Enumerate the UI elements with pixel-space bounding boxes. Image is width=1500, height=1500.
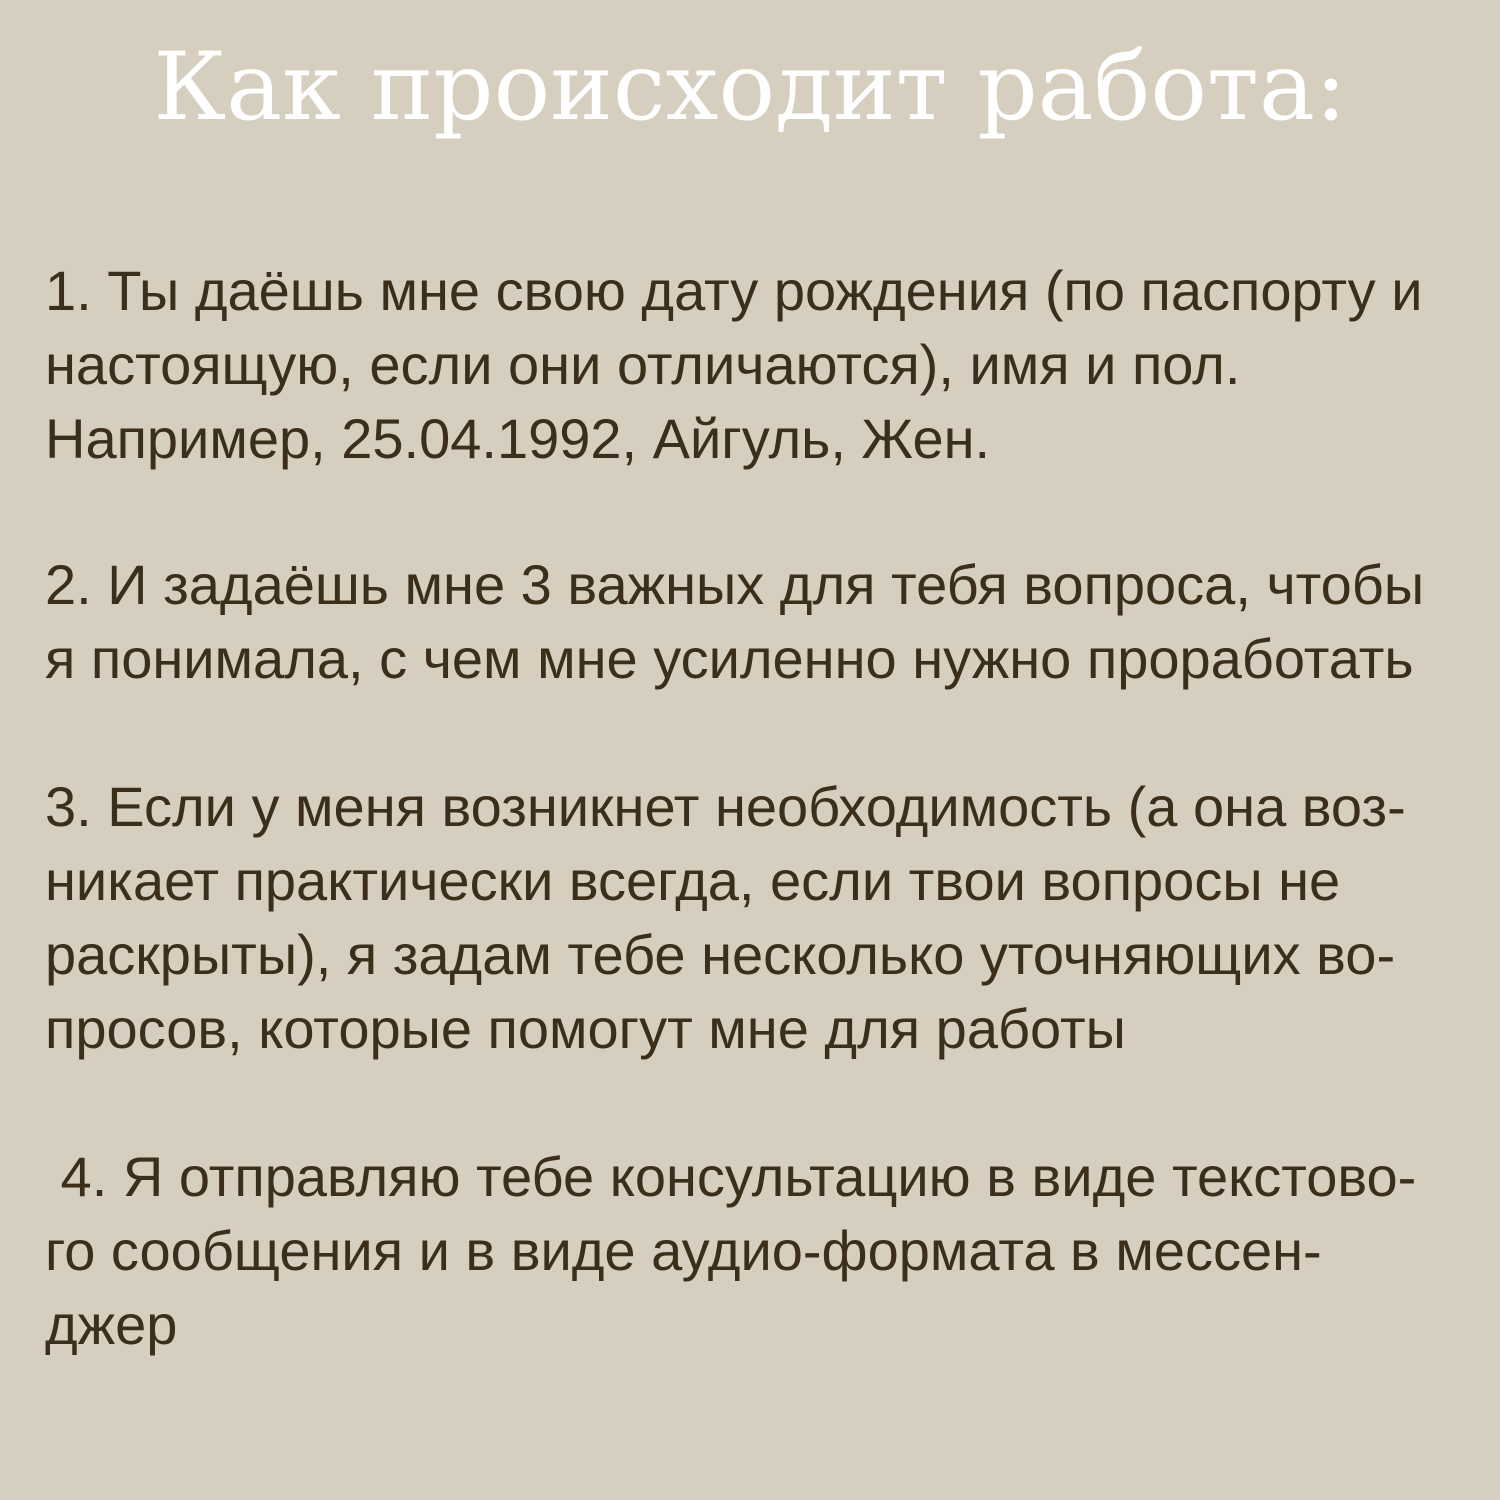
step-3-line-4: просов, которые помогут мне для работы [45, 997, 1126, 1060]
page-title: Как происходит работа: [153, 33, 1347, 142]
step-4 [45, 1140, 1465, 1362]
step-3-line-1: 3. Если у меня возникнет необходимость (а она воз- [45, 775, 1406, 838]
step-1-line-2: настоящую, если они отличаются), имя и пол. [45, 333, 1241, 396]
step-1 [45, 254, 1465, 476]
step-2 [45, 548, 1465, 696]
step-2-line-1: 2. И задаёшь мне 3 важных для тебя вопроса, чтобы [45, 553, 1425, 616]
step-1-line-1: 1. Ты даёшь мне свою дату рождения (по паспорту и [45, 259, 1423, 322]
step-3-line-3: раскрыты), я задам тебе несколько уточняющих во- [45, 923, 1396, 986]
step-4-line-2: го сообщения и в виде аудио-формата в мессен- [45, 1219, 1322, 1282]
step-2-line-2: я понимала, с чем мне усиленно нужно проработать [45, 627, 1414, 690]
step-4-line-3: джер [45, 1293, 178, 1356]
step-1-line-3: Например, 25.04.1992, Айгуль, Жен. [45, 407, 991, 470]
step-3 [45, 770, 1465, 1066]
step-3-line-2: никает практически всегда, если твои вопросы не [45, 849, 1341, 912]
step-4-line-1: 4. Я отправляю тебе консультацию в виде текстово- [45, 1145, 1417, 1208]
